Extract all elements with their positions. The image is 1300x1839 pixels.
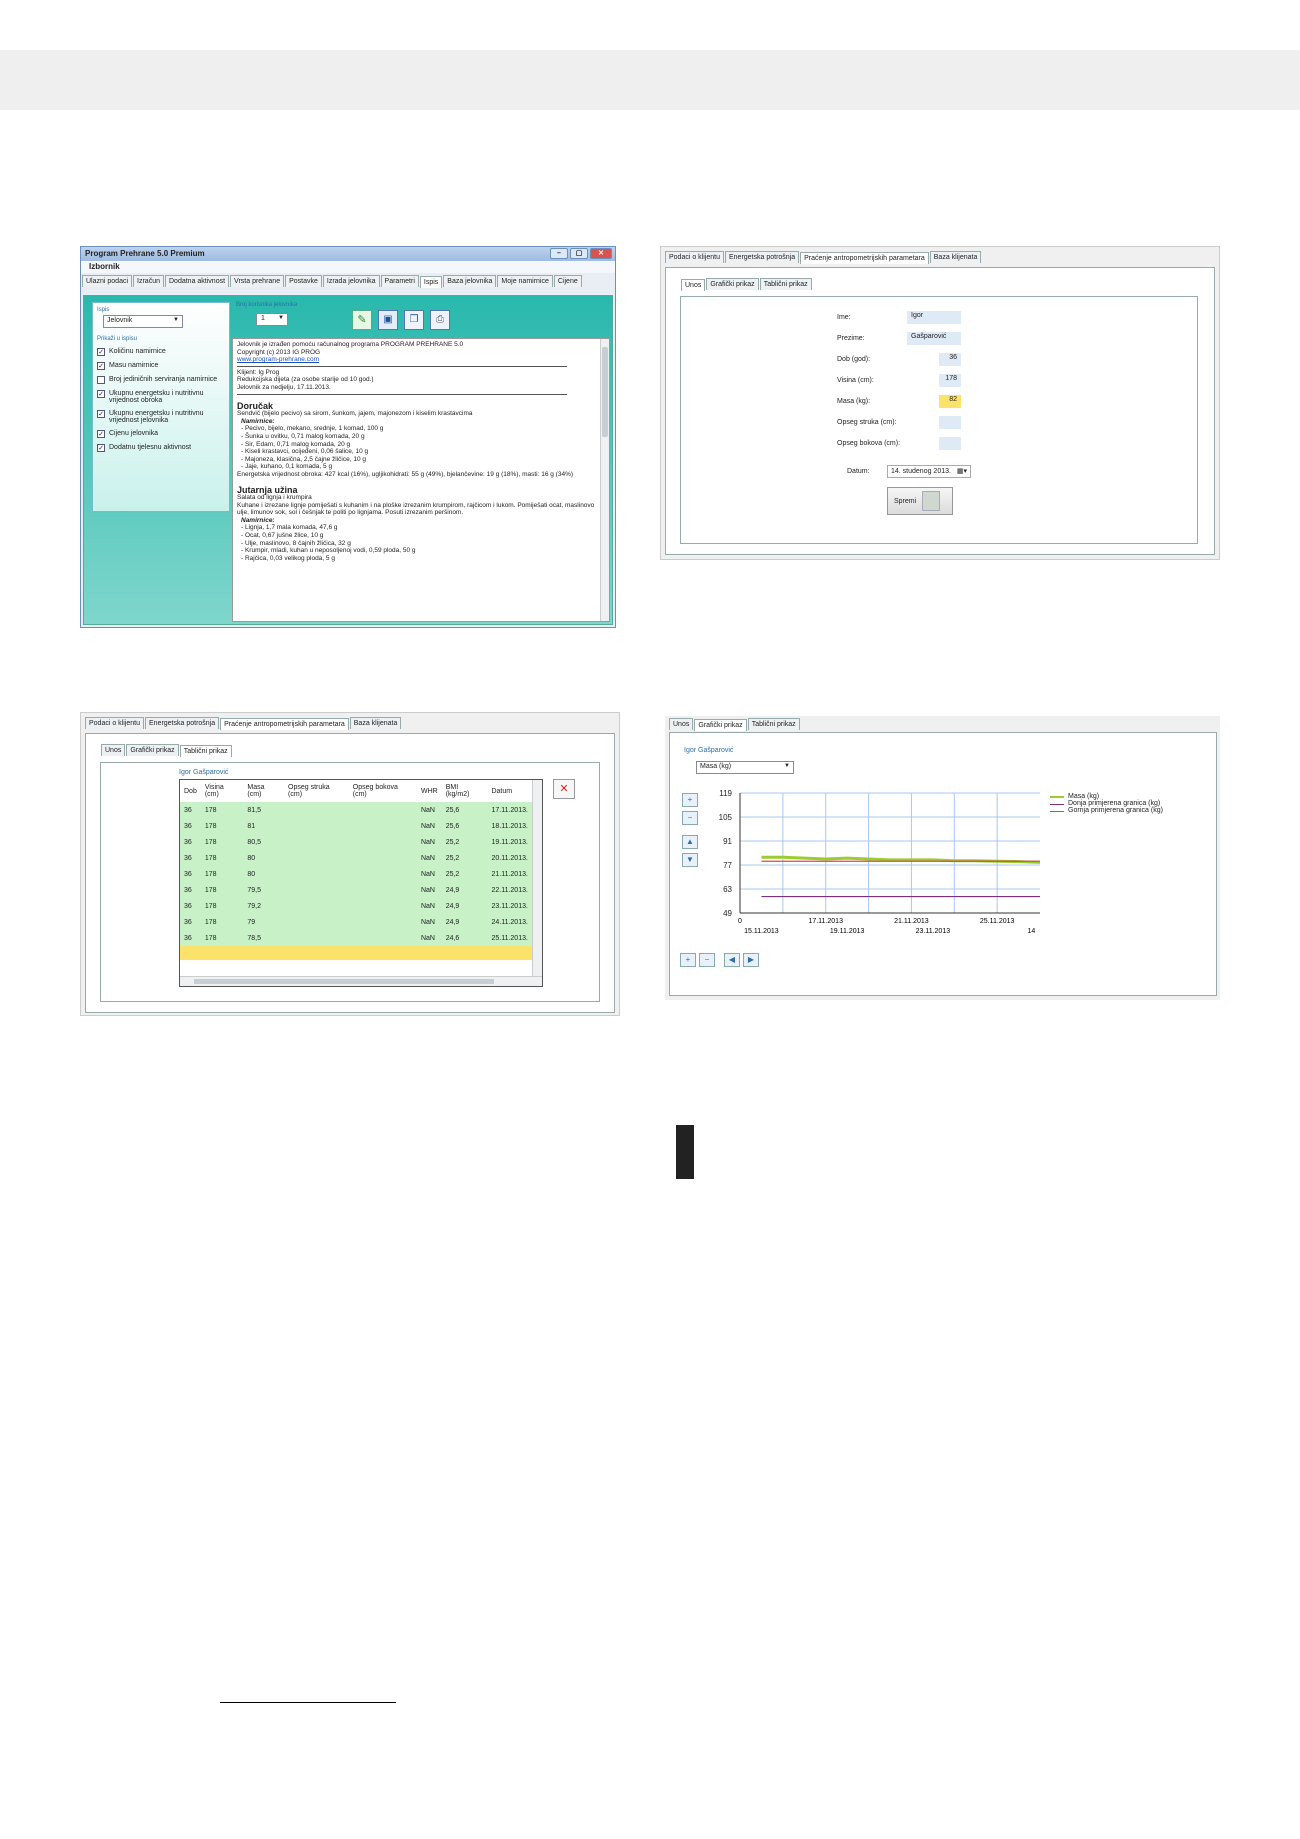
ingredient-line: - Rajčica, 0,03 velikog ploda, 5 g (241, 554, 335, 562)
checkbox-checked-icon[interactable]: ✓ (98, 363, 104, 370)
graficki-screenshot (665, 716, 1220, 1000)
datum-label: Datum: (847, 468, 870, 475)
meal1-namirnice: Namirnice: (241, 417, 275, 425)
meal2-items (237, 524, 605, 562)
vertical-scrollbar[interactable] (532, 780, 542, 976)
option-label: Ukupnu energetsku i nutritivnu vrijednost jelovnika (109, 410, 204, 424)
minimize-icon[interactable]: – (550, 248, 568, 259)
ingredient-line: - Majoneza, klasična, 2,5 čajne žličice, 10 g (241, 455, 367, 463)
table-cell: 178 (204, 902, 217, 910)
scrollbar-thumb[interactable] (194, 979, 494, 984)
tab-vrsta-prehrane[interactable]: Vrsta prehrane (230, 275, 284, 287)
tab-baza-klijenata[interactable]: Baza klijenata (350, 717, 402, 729)
meal1-title: Doručak (237, 400, 274, 411)
sub-tabs (680, 278, 1214, 290)
table-cell: 21.11.2013. (491, 870, 528, 878)
tab-podaci-o-klijentu[interactable]: Podaci o klijentu (85, 717, 144, 729)
table-row[interactable] (180, 882, 532, 898)
menu-document (232, 338, 610, 622)
table-cell: 20.11.2013. (491, 854, 528, 862)
table-cell (284, 866, 349, 882)
table-cell (349, 898, 417, 914)
field-label: Dob (god): (837, 356, 871, 363)
tab-pracenje[interactable]: Praćenje antropometrijskih parametara (220, 718, 349, 730)
table-cell (284, 850, 349, 866)
table-cell: NaN (420, 886, 435, 894)
scrollbar-thumb[interactable] (602, 347, 608, 437)
close-icon: ✕ (559, 783, 569, 795)
doc-date: Jelovnik za nedjelju, 17.11.2013. (237, 383, 331, 391)
table-cell: 178 (204, 854, 217, 862)
tab-energetska-potrosnja[interactable]: Energetska potrošnja (145, 717, 219, 729)
form-field-row (837, 311, 961, 324)
table-cell: 25,2 (445, 854, 460, 862)
field-label: Prezime: (837, 335, 865, 342)
form-field-row (837, 374, 961, 387)
table-row[interactable] (180, 930, 532, 946)
tablicni-screenshot (80, 712, 620, 1016)
tab-energetska-potrosnja[interactable]: Energetska potrošnja (725, 251, 799, 263)
vertical-scrollbar[interactable] (600, 339, 609, 621)
window-title-bar (81, 247, 615, 261)
column-header[interactable]: Visina (cm) (201, 780, 244, 802)
table-cell: 25,6 (445, 806, 460, 814)
ispis-label: Ispis (97, 307, 110, 313)
field-input[interactable]: Igor (907, 311, 961, 324)
x-tick-label: 25.11.2013 (979, 918, 1015, 925)
tab-graficki-prikaz[interactable]: Grafički prikaz (126, 744, 178, 756)
option-label: Količinu namirnice (109, 348, 166, 355)
table-cell (284, 834, 349, 850)
table-cell: 178 (204, 886, 217, 894)
x-tick-label: 15.11.2013 (744, 928, 779, 935)
tab-tablicni-prikaz[interactable]: Tablični prikaz (180, 745, 232, 757)
checkbox-checked-icon[interactable]: ✓ (98, 349, 104, 356)
legend-swatch (1050, 796, 1064, 798)
table-row[interactable] (180, 866, 532, 882)
table-header-row (180, 780, 532, 802)
sub-tabs (100, 744, 614, 756)
tab-graficki-prikaz[interactable]: Grafički prikaz (694, 719, 746, 731)
table-cell: NaN (420, 902, 435, 910)
x-tick-label: 19.11.2013 (829, 928, 865, 935)
table-cell: 24.11.2013. (491, 918, 528, 926)
parameter-select[interactable] (696, 761, 794, 774)
table-cell (284, 930, 349, 946)
table-cell: 36 (184, 918, 192, 926)
group-title: Igor Gašparović (179, 769, 229, 776)
zoom-out-icon[interactable]: − (699, 953, 715, 967)
doc-client: Klijent: Ig Prog (237, 368, 280, 376)
ingredient-line: - Pecivo, bijelo, mekano, srednje, 1 komad, 100 g (241, 425, 384, 433)
option-checkbox-row[interactable] (97, 430, 225, 438)
doc-copyright: Copyright (c) 2013 IG PROG (237, 348, 321, 356)
table-cell: 78,5 (247, 934, 261, 942)
y-tick-label: 49 (723, 909, 732, 918)
column-header[interactable]: Opseg bokova (cm) (349, 780, 417, 802)
field-label: Opseg struka (cm): (837, 419, 897, 426)
x-tick-label: 14 (1027, 928, 1036, 935)
zoom-out-icon[interactable]: − (682, 811, 698, 825)
divider (237, 394, 567, 395)
table-cell: 36 (184, 806, 192, 814)
ingredient-line: - Jaje, kuhano, 0,1 komada, 5 g (241, 463, 333, 471)
option-checkbox-row[interactable] (97, 444, 225, 452)
meal1-items (237, 425, 605, 471)
tab-graficki-prikaz[interactable]: Grafički prikaz (706, 278, 758, 290)
table-cell: 25,2 (445, 870, 460, 878)
table-cell: 36 (184, 902, 192, 910)
table-cell: 19.11.2013. (491, 838, 528, 846)
maximize-icon[interactable]: ▢ (570, 248, 588, 259)
checkbox-icon[interactable] (97, 376, 105, 384)
tab-unos[interactable]: Unos (101, 744, 125, 756)
legend-label: Masa (kg) (1068, 793, 1100, 800)
divider (237, 366, 567, 367)
table-cell: 178 (204, 838, 217, 846)
broj-label: Broj korisnika jelovnika (236, 302, 298, 308)
graficki-panel (669, 732, 1217, 996)
table-cell (349, 818, 417, 834)
table-cell: 36 (184, 870, 192, 878)
table-row[interactable] (180, 850, 532, 866)
field-input[interactable]: 82 (939, 395, 961, 408)
x-tick-label: 23.11.2013 (915, 928, 951, 935)
meal2-desc: Salata od lignja i krumpira (237, 494, 312, 502)
table-cell (349, 850, 417, 866)
legend (1050, 793, 1200, 814)
disk-icon (922, 491, 940, 511)
table-cell: NaN (420, 806, 435, 814)
mass-chart (710, 783, 1070, 943)
ingredient-line: - Krumpir, mladi, kuhan u neposoljenoj vodi, 0,59 ploda, 50 g (241, 547, 416, 555)
table-cell: 24,9 (445, 886, 460, 894)
arrow-down-icon[interactable]: ▼ (682, 853, 698, 867)
tab-pracenje[interactable]: Praćenje antropometrijskih parametara (800, 252, 929, 264)
sub-tabs (665, 718, 1220, 730)
table-cell: 36 (184, 886, 192, 894)
unos-screenshot (660, 246, 1220, 560)
zoom-in-icon[interactable]: + (680, 953, 696, 967)
form-field-row (837, 416, 961, 429)
datum-row (847, 465, 971, 478)
tab-unos[interactable]: Unos (669, 718, 693, 730)
table-cell: 22.11.2013. (491, 886, 528, 894)
menu-izbornik[interactable]: Izbornik (81, 261, 615, 273)
close-icon[interactable]: ✕ (590, 248, 612, 259)
table-row[interactable] (180, 834, 532, 850)
checkbox-checked-icon[interactable]: ✓ (98, 445, 104, 452)
table-row[interactable] (180, 914, 532, 930)
tab-ulazni-podaci[interactable]: Ulazni podaci (82, 275, 132, 287)
table-cell (349, 802, 417, 818)
x-tick-label: 21.11.2013 (894, 918, 929, 925)
meal2-recipe: Kuhane i izrezane lignje pomiješati s kuhanim i na ploške izrezanim krumpirom, rajčicom i lukom. Pomiješati ocat, maslinovo ulje, limunov sok, sol i češnjak te politi po lignjama. Posuti izrezanim peršinom. (237, 501, 595, 517)
arrow-up-icon[interactable]: ▲ (682, 835, 698, 849)
window-title: Program Prehrane 5.0 Premium (85, 249, 205, 258)
field-input[interactable]: 178 (939, 374, 961, 387)
field-input[interactable]: 36 (939, 353, 961, 366)
table-cell: 23.11.2013. (491, 902, 528, 910)
table-cell: 81 (247, 822, 256, 830)
program-window (80, 246, 616, 628)
meal2-namirnice: Namirnice: (241, 516, 275, 524)
table-cell: 79,2 (247, 902, 261, 910)
tablicni-panel (85, 733, 615, 1013)
option-label: Dodatnu tjelesnu aktivnost (109, 444, 192, 451)
tab-ispis[interactable]: Ispis (420, 276, 442, 288)
column-header[interactable]: Masa (cm) (243, 780, 284, 802)
copy-icon[interactable]: ❐ (404, 310, 424, 330)
doc-intro: Jelovnik je izrađen pomoću računalnog programa PROGRAM PREHRANE 5.0 (237, 341, 464, 348)
table-cell: NaN (420, 918, 435, 926)
table-cell: 24,6 (445, 934, 460, 942)
legend-item (1050, 793, 1200, 800)
table-cell: NaN (420, 934, 435, 942)
table-cell (284, 882, 349, 898)
meal2-title: Jutarnja užina (237, 484, 298, 495)
client-tabs (661, 251, 1219, 263)
option-label: Broj jediničnih serviranja namirnice (109, 376, 218, 383)
legend-label: Gornja primjerena granica (kg) (1068, 807, 1163, 814)
field-label: Masa (kg): (837, 398, 871, 405)
broj-select-value: 1 (261, 315, 265, 322)
table-cell: NaN (420, 870, 435, 878)
option-checkbox-row[interactable] (97, 348, 225, 356)
table-row[interactable] (180, 898, 532, 914)
data-grid (179, 779, 543, 987)
column-header[interactable]: Dob (180, 780, 201, 802)
option-label: Masu namirnice (109, 362, 159, 369)
table-cell (349, 866, 417, 882)
table-cell: NaN (420, 822, 435, 830)
column-header[interactable]: WHR (417, 780, 442, 802)
table-cell: 36 (184, 854, 192, 862)
chevron-down-icon: ▼ (278, 315, 284, 321)
edit-icon[interactable]: ✎ (352, 310, 372, 330)
options-list (97, 348, 225, 452)
tab-izrada-jelovnika[interactable]: Izrada jelovnika (323, 275, 380, 287)
tablicni-group (100, 762, 600, 1002)
save-button[interactable] (887, 487, 953, 515)
table-cell: NaN (420, 838, 435, 846)
field-input[interactable] (939, 437, 961, 450)
meal1-energy: Energetska vrijednost obroka: 427 kcal (16%), ugljikohidrati: 55 g (49%), bjelančevine: 19 g (18%), masti: 16 g (34%) (237, 470, 574, 478)
field-input[interactable] (939, 416, 961, 429)
meal1-desc: Sendvič (bijelo pecivo) sa sirom, šunkom, jajem, majonezom i kiselim krastavcima (237, 410, 473, 418)
y-tick-label: 77 (723, 861, 732, 870)
table-cell: 178 (204, 806, 217, 814)
checkbox-checked-icon[interactable]: ✓ (98, 411, 104, 418)
table-row[interactable] (180, 802, 532, 818)
y-tick-label: 105 (718, 813, 732, 822)
field-label: Ime: (837, 314, 851, 321)
form-field-row (837, 353, 961, 366)
zoom-controls (682, 793, 698, 867)
ispis-select[interactable] (103, 315, 183, 328)
legend-item (1050, 800, 1200, 807)
tab-tablicni-prikaz[interactable]: Tablični prikaz (748, 718, 800, 730)
option-checkbox-row[interactable] (97, 390, 225, 404)
table-cell (284, 898, 349, 914)
table-cell: 36 (184, 934, 192, 942)
form-field-row (837, 332, 961, 345)
column-header[interactable]: Opseg struka (cm) (284, 780, 349, 802)
ingredient-line: - Lignja, 1,7 mala komada, 47,6 g (241, 524, 338, 532)
tab-baza-jelovnika[interactable]: Baza jelovnika (443, 275, 496, 287)
doc-link[interactable]: www.program-prehrane.com (237, 356, 320, 364)
zoom-in-icon[interactable]: + (682, 793, 698, 807)
doc-diet: Redukcijska dijeta (za osobe starije od 10 god.) (237, 376, 374, 384)
print-icon[interactable]: ⎙ (430, 310, 450, 330)
table-body (180, 802, 532, 946)
option-label: Ukupnu energetsku i nutritivnu vrijednost obroka (109, 390, 204, 404)
table-cell (349, 930, 417, 946)
table-cell (284, 802, 349, 818)
parameter-select-value: Masa (kg) (700, 763, 732, 770)
ingredient-line: - Ulje, maslinovo, 8 čajnih žličica, 32 g (241, 539, 351, 547)
y-tick-label: 63 (723, 885, 732, 894)
table-cell: 178 (204, 934, 217, 942)
field-label: Opseg bokova (cm): (837, 440, 901, 447)
x-tick-label: 0 (738, 918, 742, 925)
table-cell: NaN (420, 854, 435, 862)
prikazi-label: Prikaži u ispisu (97, 336, 138, 342)
form-field-row (837, 437, 961, 450)
form-field-row (837, 395, 961, 408)
calendar-icon[interactable]: ▦▾ (956, 468, 968, 475)
table-cell: 80 (247, 854, 256, 862)
x-tick-label: 17.11.2013 (808, 918, 843, 925)
table-cell: 79,5 (247, 886, 261, 894)
table-cell (349, 834, 417, 850)
delete-row-button[interactable] (553, 779, 575, 799)
toolbar (352, 310, 450, 330)
black-marker (676, 1125, 694, 1179)
table-cell (349, 914, 417, 930)
tab-izracun[interactable]: Izračun (133, 275, 164, 287)
arrow-left-icon[interactable]: ◀ (724, 953, 740, 967)
table-cell: 80 (247, 870, 256, 878)
legend-swatch (1050, 804, 1064, 805)
tab-baza-klijenata[interactable]: Baza klijenata (930, 251, 982, 263)
legend-label: Donja primjerena granica (kg) (1068, 800, 1161, 807)
y-tick-label: 119 (719, 789, 732, 798)
table-cell: 24,9 (445, 902, 460, 910)
checkbox-checked-icon[interactable]: ✓ (98, 391, 104, 398)
tab-tablicni-prikaz[interactable]: Tablični prikaz (760, 278, 812, 290)
table-row[interactable] (180, 818, 532, 834)
table-cell (284, 818, 349, 834)
field-input[interactable]: Gašparović (907, 332, 961, 345)
unos-panel (665, 267, 1215, 555)
table-cell: 25.11.2013. (491, 934, 528, 942)
table-cell: 178 (204, 870, 217, 878)
save-button-label: Spremi (894, 497, 917, 505)
table-cell: 178 (204, 918, 217, 926)
table-cell: 80,5 (247, 838, 261, 846)
broj-select[interactable] (256, 313, 288, 326)
table-cell: 178 (204, 822, 217, 830)
chart-nav-controls (680, 953, 759, 967)
arrow-right-icon[interactable]: ▶ (743, 953, 759, 967)
option-label: Cijenu jelovnika (109, 430, 159, 437)
main-tabs (81, 275, 615, 287)
legend-item (1050, 807, 1200, 814)
unos-form-panel (680, 296, 1198, 544)
table-cell: 81,5 (247, 806, 261, 814)
ingredient-line: - Sir, Edam, 0,71 malog komada, 20 g (241, 440, 351, 448)
checkbox-checked-icon[interactable]: ✓ (98, 431, 104, 438)
column-header[interactable]: Datum (487, 780, 532, 802)
datum-value: 14. studenog 2013. (891, 468, 951, 475)
table-cell (349, 882, 417, 898)
ingredient-line: - Kiseli krastavci, ocijeđeni, 0,06 šalice, 10 g (241, 448, 369, 456)
column-header[interactable]: BMI (kg/m2) (442, 780, 488, 802)
tab-cijene[interactable]: Cijene (554, 275, 582, 287)
table-cell: 79 (247, 918, 256, 926)
field-label: Visina (cm): (837, 377, 874, 384)
table-cell (284, 914, 349, 930)
table-cell: 24,9 (445, 918, 460, 926)
group-title: Igor Gašparović (684, 747, 734, 754)
table-cell: 36 (184, 838, 192, 846)
save-icon[interactable]: ▣ (378, 310, 398, 330)
table-cell: 17.11.2013. (491, 806, 528, 814)
ingredient-line: - Šunka u ovitku, 0,71 malog komada, 20 g (241, 432, 365, 440)
tab-unos[interactable]: Unos (681, 279, 705, 291)
client-tabs (81, 717, 619, 729)
new-row[interactable] (180, 946, 532, 960)
ispis-select-value: Jelovnik (107, 317, 133, 324)
unos-fields (837, 311, 961, 458)
datum-picker[interactable] (887, 465, 971, 478)
option-checkbox-row[interactable] (97, 376, 225, 384)
horizontal-scrollbar[interactable] (180, 976, 543, 986)
tab-parametri[interactable]: Parametri (381, 275, 419, 287)
table-cell: 18.11.2013. (491, 822, 528, 830)
option-checkbox-row[interactable] (97, 410, 225, 424)
footnote-line (220, 1702, 396, 1703)
tab-dodatna-aktivnost[interactable]: Dodatna aktivnost (165, 275, 229, 287)
ingredient-line: - Ocat, 0,67 jušne žlice, 10 g (241, 532, 324, 540)
y-tick-label: 91 (723, 837, 732, 846)
chevron-down-icon: ▼ (173, 317, 179, 323)
table-cell: 25,2 (445, 838, 460, 846)
page-header-band (0, 50, 1300, 110)
legend-swatch (1050, 811, 1064, 812)
option-checkbox-row[interactable] (97, 362, 225, 370)
tab-moje-namirnice[interactable]: Moje namirnice (497, 275, 552, 287)
chevron-down-icon: ▼ (784, 763, 790, 769)
tab-postavke[interactable]: Postavke (285, 275, 322, 287)
measurements-table (180, 780, 532, 946)
options-pane (92, 302, 230, 512)
tab-podaci-o-klijentu[interactable]: Podaci o klijentu (665, 251, 724, 263)
table-cell: 36 (184, 822, 192, 830)
table-cell: 25,6 (445, 822, 460, 830)
ispis-panel (83, 295, 613, 625)
